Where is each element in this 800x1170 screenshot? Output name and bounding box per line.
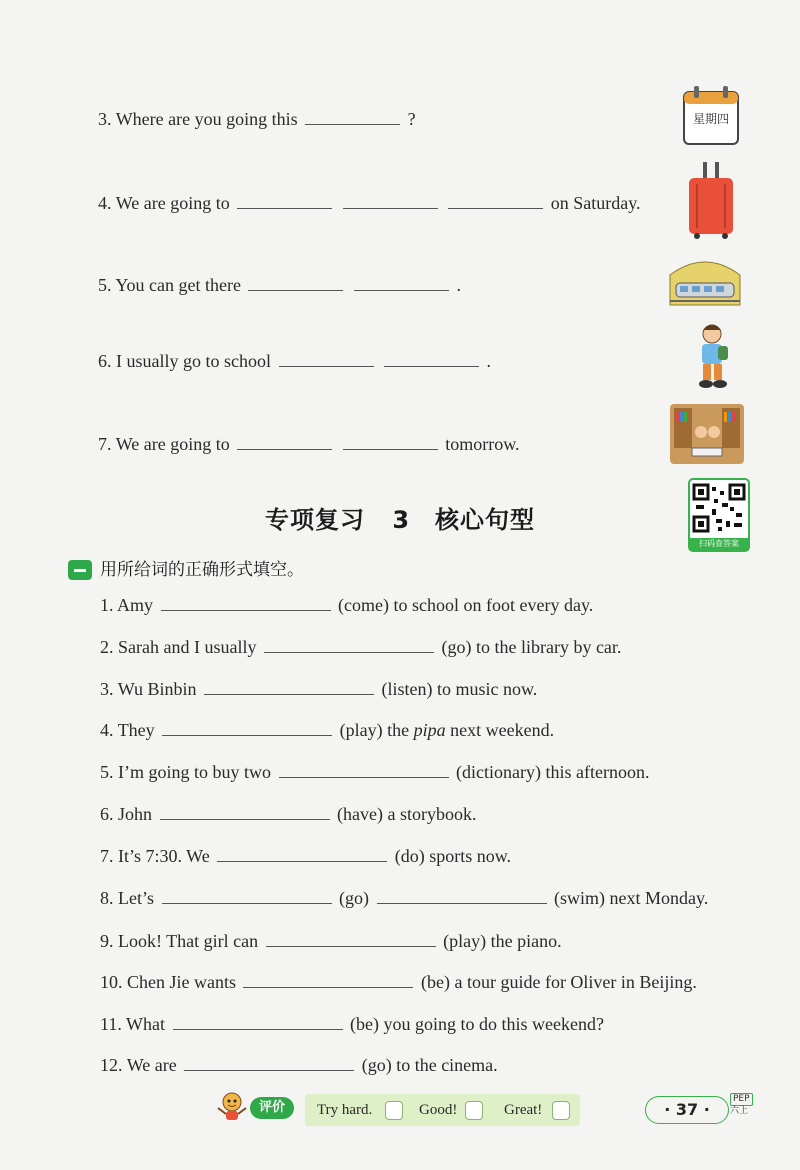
good-checkbox[interactable] bbox=[465, 1101, 483, 1120]
question-text: Look! That girl can bbox=[118, 931, 259, 951]
question-text: to the library by car. bbox=[475, 637, 622, 657]
question-number: 4. bbox=[100, 720, 114, 740]
word-hint: (come) bbox=[338, 595, 389, 615]
answer-blank[interactable] bbox=[279, 759, 449, 778]
question-number: 11. bbox=[100, 1014, 122, 1034]
question-number: 7. bbox=[98, 434, 112, 454]
fill-question-4 bbox=[100, 717, 554, 741]
walking-boy-icon bbox=[688, 322, 736, 392]
fill-question-5 bbox=[100, 759, 649, 783]
question-text: What bbox=[126, 1014, 166, 1034]
question-number: 6. bbox=[100, 804, 114, 824]
answer-blank[interactable] bbox=[279, 348, 374, 367]
question-text: to school on foot every day. bbox=[393, 595, 594, 615]
section-badge bbox=[68, 560, 92, 580]
qr-code-icon bbox=[692, 483, 746, 535]
answer-blank[interactable] bbox=[161, 592, 331, 611]
question-text: Wu Binbin bbox=[117, 679, 197, 699]
word-hint: (go) bbox=[441, 637, 472, 657]
fill-question-12 bbox=[100, 1052, 498, 1076]
qr-code[interactable] bbox=[688, 478, 750, 552]
calendar-text: 星期四 bbox=[692, 112, 729, 126]
question-text: We are going to bbox=[115, 434, 230, 454]
section-one-heading bbox=[68, 555, 304, 580]
question-text: to music now. bbox=[436, 679, 538, 699]
suitcase-icon bbox=[683, 160, 739, 240]
good-label: Good! bbox=[419, 1102, 458, 1118]
answer-blank[interactable] bbox=[384, 348, 479, 367]
question-text: . bbox=[486, 351, 491, 371]
question-text: Let’s bbox=[118, 888, 154, 908]
great-checkbox[interactable] bbox=[552, 1101, 570, 1120]
question-text: Sarah and I usually bbox=[118, 637, 257, 657]
fill-question-2 bbox=[100, 634, 621, 658]
question-text: a tour guide for Oliver in Beijing. bbox=[454, 972, 697, 992]
great-label: Great! bbox=[504, 1102, 543, 1118]
fill-question-3 bbox=[100, 676, 537, 700]
word-hint: (be) bbox=[350, 1014, 379, 1034]
question-text: on Saturday. bbox=[550, 193, 641, 213]
question-text: They bbox=[117, 720, 155, 740]
question-text: this afternoon. bbox=[545, 762, 650, 782]
word-hint: (have) bbox=[337, 804, 383, 824]
section-title: 专项复习 3 核心句型 bbox=[264, 506, 536, 534]
fill-question-6 bbox=[100, 801, 476, 825]
question-5 bbox=[98, 272, 461, 296]
fill-question-1 bbox=[100, 592, 593, 616]
question-text: . bbox=[456, 275, 461, 295]
question-7 bbox=[98, 431, 520, 455]
question-text: ? bbox=[407, 109, 416, 129]
question-number: 7. bbox=[100, 846, 114, 866]
question-text: next weekend. bbox=[450, 720, 555, 740]
question-text: We are bbox=[126, 1055, 177, 1075]
self-evaluation-bar bbox=[305, 1094, 580, 1126]
word-hint: (dictionary) bbox=[456, 762, 541, 782]
question-6 bbox=[98, 348, 491, 372]
fill-question-8 bbox=[100, 885, 708, 909]
try-hard-checkbox[interactable] bbox=[385, 1101, 403, 1120]
question-text: next Monday. bbox=[609, 888, 709, 908]
section-instruction: 用所给词的正确形式填空。 bbox=[100, 560, 304, 580]
word-hint: (be) bbox=[420, 972, 450, 992]
word-hint: (go) bbox=[339, 888, 369, 908]
fill-question-7 bbox=[100, 843, 511, 867]
answer-blank[interactable] bbox=[173, 1011, 343, 1030]
question-number: 3. bbox=[100, 679, 114, 699]
question-number: 9. bbox=[100, 931, 114, 951]
question-text: the bbox=[387, 720, 410, 740]
question-number: 5. bbox=[100, 762, 114, 782]
answer-blank[interactable] bbox=[237, 190, 332, 209]
answer-blank[interactable] bbox=[217, 843, 387, 862]
answer-blank[interactable] bbox=[354, 272, 449, 291]
try-hard-label: Try hard. bbox=[317, 1102, 373, 1118]
question-text: John bbox=[118, 804, 153, 824]
answer-blank[interactable] bbox=[162, 885, 332, 904]
question-text: tomorrow. bbox=[445, 434, 520, 454]
question-text: to the cinema. bbox=[396, 1055, 498, 1075]
answer-blank[interactable] bbox=[264, 634, 434, 653]
fill-question-11 bbox=[100, 1011, 604, 1035]
train-icon bbox=[668, 255, 742, 307]
answer-blank[interactable] bbox=[162, 717, 332, 736]
question-number: 4. bbox=[98, 193, 112, 213]
answer-blank[interactable] bbox=[204, 676, 374, 695]
question-3 bbox=[98, 106, 416, 130]
answer-blank[interactable] bbox=[248, 272, 343, 291]
answer-blank[interactable] bbox=[243, 969, 413, 988]
word-hint: (swim) bbox=[554, 888, 605, 908]
question-text: It’s 7:30. We bbox=[118, 846, 210, 866]
answer-blank[interactable] bbox=[237, 431, 332, 450]
edition-badge bbox=[730, 1093, 753, 1117]
question-text: the piano. bbox=[490, 931, 562, 951]
question-text: We are going to bbox=[115, 193, 230, 213]
calendar-icon bbox=[682, 84, 740, 146]
page-number: · 37 · bbox=[645, 1096, 729, 1124]
question-number: 5. bbox=[98, 275, 112, 295]
answer-blank[interactable] bbox=[343, 190, 438, 209]
question-text: I usually go to school bbox=[116, 351, 271, 371]
word-hint: (do) bbox=[394, 846, 425, 866]
answer-blank[interactable] bbox=[377, 885, 547, 904]
grade-label: 六上 bbox=[730, 1106, 749, 1116]
question-number: 2. bbox=[100, 637, 114, 657]
question-text: Amy bbox=[117, 595, 154, 615]
question-number: 3. bbox=[98, 109, 112, 129]
question-number: 12. bbox=[100, 1055, 123, 1075]
answer-blank[interactable] bbox=[266, 928, 436, 947]
answer-blank[interactable] bbox=[305, 106, 400, 125]
fill-question-9 bbox=[100, 928, 562, 952]
word-hint: (play) bbox=[443, 931, 487, 951]
answer-blank[interactable] bbox=[184, 1052, 354, 1071]
question-text-italic: pipa bbox=[413, 720, 446, 740]
answer-blank[interactable] bbox=[343, 431, 438, 450]
question-number: 10. bbox=[100, 972, 123, 992]
question-text: a storybook. bbox=[387, 804, 477, 824]
question-text: Chen Jie wants bbox=[127, 972, 236, 992]
question-text: You can get there bbox=[115, 275, 241, 295]
mascot-icon bbox=[214, 1090, 250, 1124]
question-number: 1. bbox=[100, 595, 114, 615]
answer-blank[interactable] bbox=[448, 190, 543, 209]
pep-label: PEP bbox=[730, 1093, 753, 1106]
word-hint: (play) bbox=[339, 720, 383, 740]
answer-blank[interactable] bbox=[160, 801, 330, 820]
question-text: I’m going to buy two bbox=[118, 762, 271, 782]
question-text: you going to do this weekend? bbox=[383, 1014, 604, 1034]
qr-caption: 扫码查答案 bbox=[690, 538, 748, 550]
question-number: 6. bbox=[98, 351, 112, 371]
question-text: sports now. bbox=[429, 846, 512, 866]
word-hint: (listen) bbox=[381, 679, 433, 699]
evaluation-label: 评价 bbox=[250, 1097, 294, 1119]
question-text: Where are you going this bbox=[115, 109, 298, 129]
fill-question-10 bbox=[100, 969, 697, 993]
word-hint: (go) bbox=[361, 1055, 392, 1075]
question-4 bbox=[98, 190, 641, 214]
question-number: 8. bbox=[100, 888, 114, 908]
library-icon bbox=[670, 404, 744, 464]
